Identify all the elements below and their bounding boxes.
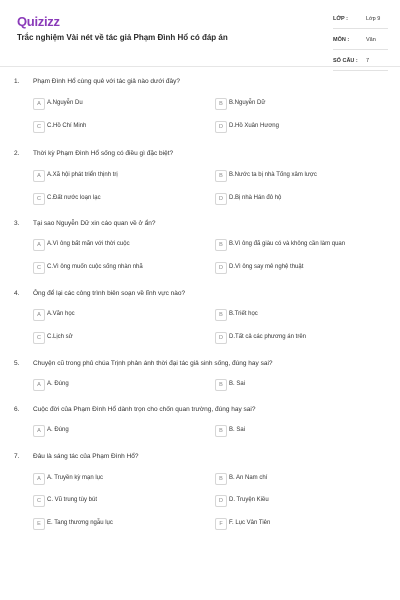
meta-label: SỐ CÂU : (333, 58, 358, 64)
option-c[interactable] (33, 121, 203, 133)
option-d[interactable] (215, 332, 385, 344)
question-number: 4. (14, 290, 20, 297)
meta-label: LỚP : (333, 16, 348, 22)
question-number: 6. (14, 406, 20, 413)
option-b[interactable] (215, 170, 385, 182)
question-text: Cuộc đời của Phạm Đình Hổ dành trọn cho chốn quan trường, đúng hay sai? (33, 406, 256, 413)
question-number: 3. (14, 220, 20, 227)
option-a[interactable] (33, 239, 203, 251)
option-letter: A (33, 379, 45, 391)
worksheet-header (0, 0, 400, 66)
option-text: F. Lục Vân Tiên (229, 520, 271, 526)
question-number: 5. (14, 360, 20, 367)
option-letter: B (215, 239, 227, 251)
question-number: 7. (14, 453, 20, 460)
option-letter: D (215, 332, 227, 344)
worksheet-title: Trắc nghiệm Vài nét về tác giả Phạm Đình Hổ có đáp án (17, 33, 228, 42)
option-letter: A (33, 239, 45, 251)
option-a[interactable] (33, 98, 203, 110)
option-text: A.Xã hội phát triển thịnh trị (47, 172, 118, 178)
question-text: Thời kỳ Phạm Đình Hổ sống có điều gì đặc biệt? (33, 150, 174, 157)
option-text: D.Tất cả các phương án trên (229, 334, 306, 340)
meta-value: Lớp 9 (366, 16, 381, 22)
option-letter: A (33, 170, 45, 182)
option-letter: A (33, 473, 45, 485)
option-b[interactable] (215, 379, 385, 391)
option-letter: F (215, 518, 227, 530)
meta-row-subject (333, 35, 388, 50)
option-letter: A (33, 309, 45, 321)
option-letter: B (215, 309, 227, 321)
option-c[interactable] (33, 262, 203, 274)
option-f[interactable] (215, 518, 385, 530)
option-a[interactable] (33, 379, 203, 391)
option-text: A. Truyền kỳ mạn lục (47, 475, 104, 481)
option-text: D. Truyện Kiều (229, 497, 269, 503)
question-text: Ông để lại các công trình biên soạn về lĩnh vực nào? (33, 290, 186, 297)
question-text: Chuyện cũ trong phủ chúa Trịnh phản ánh thời đại tác giả sinh sống, đúng hay sai? (33, 360, 273, 367)
option-text: E. Tang thương ngẫu lục (47, 520, 113, 526)
option-b[interactable] (215, 239, 385, 251)
meta-row-count (333, 56, 388, 71)
option-letter: A (33, 98, 45, 110)
option-a[interactable] (33, 473, 203, 485)
option-b[interactable] (215, 309, 385, 321)
question-text: Phạm Đình Hổ cùng quê với tác giả nào dưới đây? (33, 78, 180, 85)
option-a[interactable] (33, 425, 203, 437)
question-number: 2. (14, 150, 20, 157)
option-text: C.Vì ông muốn cuộc sống nhàn nhã (47, 264, 143, 270)
option-text: C.Lịch sử (47, 334, 73, 340)
question-number: 1. (14, 78, 20, 85)
meta-value: 7 (366, 58, 370, 64)
option-letter: B (215, 425, 227, 437)
option-letter: C (33, 121, 45, 133)
option-letter: D (215, 121, 227, 133)
option-text: A.Nguyễn Du (47, 100, 83, 106)
option-text: B. Sai (229, 381, 246, 387)
option-text: A.Văn học (47, 311, 75, 317)
option-text: D.Bị nhà Hán đô hộ (229, 195, 282, 201)
option-d[interactable] (215, 121, 385, 133)
option-letter: E (33, 518, 45, 530)
question-text: Tại sao Nguyễn Dữ xin cáo quan về ở ẩn? (33, 220, 156, 227)
option-c[interactable] (33, 332, 203, 344)
meta-value: Văn (366, 37, 376, 43)
option-letter: D (215, 262, 227, 274)
option-text: C.Hồ Chí Minh (47, 123, 87, 129)
option-letter: C (33, 495, 45, 507)
option-letter: D (215, 193, 227, 205)
worksheet-meta (333, 14, 388, 77)
meta-row-class (333, 14, 388, 29)
header-divider (0, 66, 400, 67)
option-c[interactable] (33, 193, 203, 205)
option-text: A. Đúng (47, 427, 69, 433)
option-d[interactable] (215, 495, 385, 507)
meta-label: MÔN : (333, 37, 350, 43)
option-letter: B (215, 379, 227, 391)
option-text: D.Hồ Xuân Hương (229, 123, 279, 129)
option-text: D.Vì ông say mê nghệ thuật (229, 264, 304, 270)
option-text: B.Nước ta bị nhà Tống xâm lược (229, 172, 317, 178)
option-letter: A (33, 425, 45, 437)
option-text: B.Vì ông đã giàu có và không cần làm quan (229, 241, 346, 247)
option-letter: C (33, 262, 45, 274)
option-letter: D (215, 495, 227, 507)
option-d[interactable] (215, 193, 385, 205)
option-a[interactable] (33, 309, 203, 321)
option-text: A.Vì ông bất mãn với thời cuộc (47, 241, 130, 247)
option-text: C. Vũ trung tùy bút (47, 497, 98, 503)
option-letter: C (33, 193, 45, 205)
option-text: B. An Nam chí (229, 475, 268, 481)
option-text: C.Đất nước loạn lạc (47, 195, 101, 201)
option-e[interactable] (33, 518, 203, 530)
option-letter: C (33, 332, 45, 344)
option-b[interactable] (215, 98, 385, 110)
option-text: A. Đúng (47, 381, 69, 387)
quizizz-logo: Quizizz (17, 14, 60, 29)
option-b[interactable] (215, 425, 385, 437)
option-letter: B (215, 170, 227, 182)
option-letter: B (215, 98, 227, 110)
option-a[interactable] (33, 170, 203, 182)
option-c[interactable] (33, 495, 203, 507)
option-letter: B (215, 473, 227, 485)
option-text: B.Nguyễn Dữ (229, 100, 266, 106)
question-text: Đâu là sáng tác của Phạm Đình Hổ? (33, 453, 139, 460)
option-text: B.Triết học (229, 311, 258, 317)
option-text: B. Sai (229, 427, 246, 433)
option-d[interactable] (215, 262, 385, 274)
option-b[interactable] (215, 473, 385, 485)
